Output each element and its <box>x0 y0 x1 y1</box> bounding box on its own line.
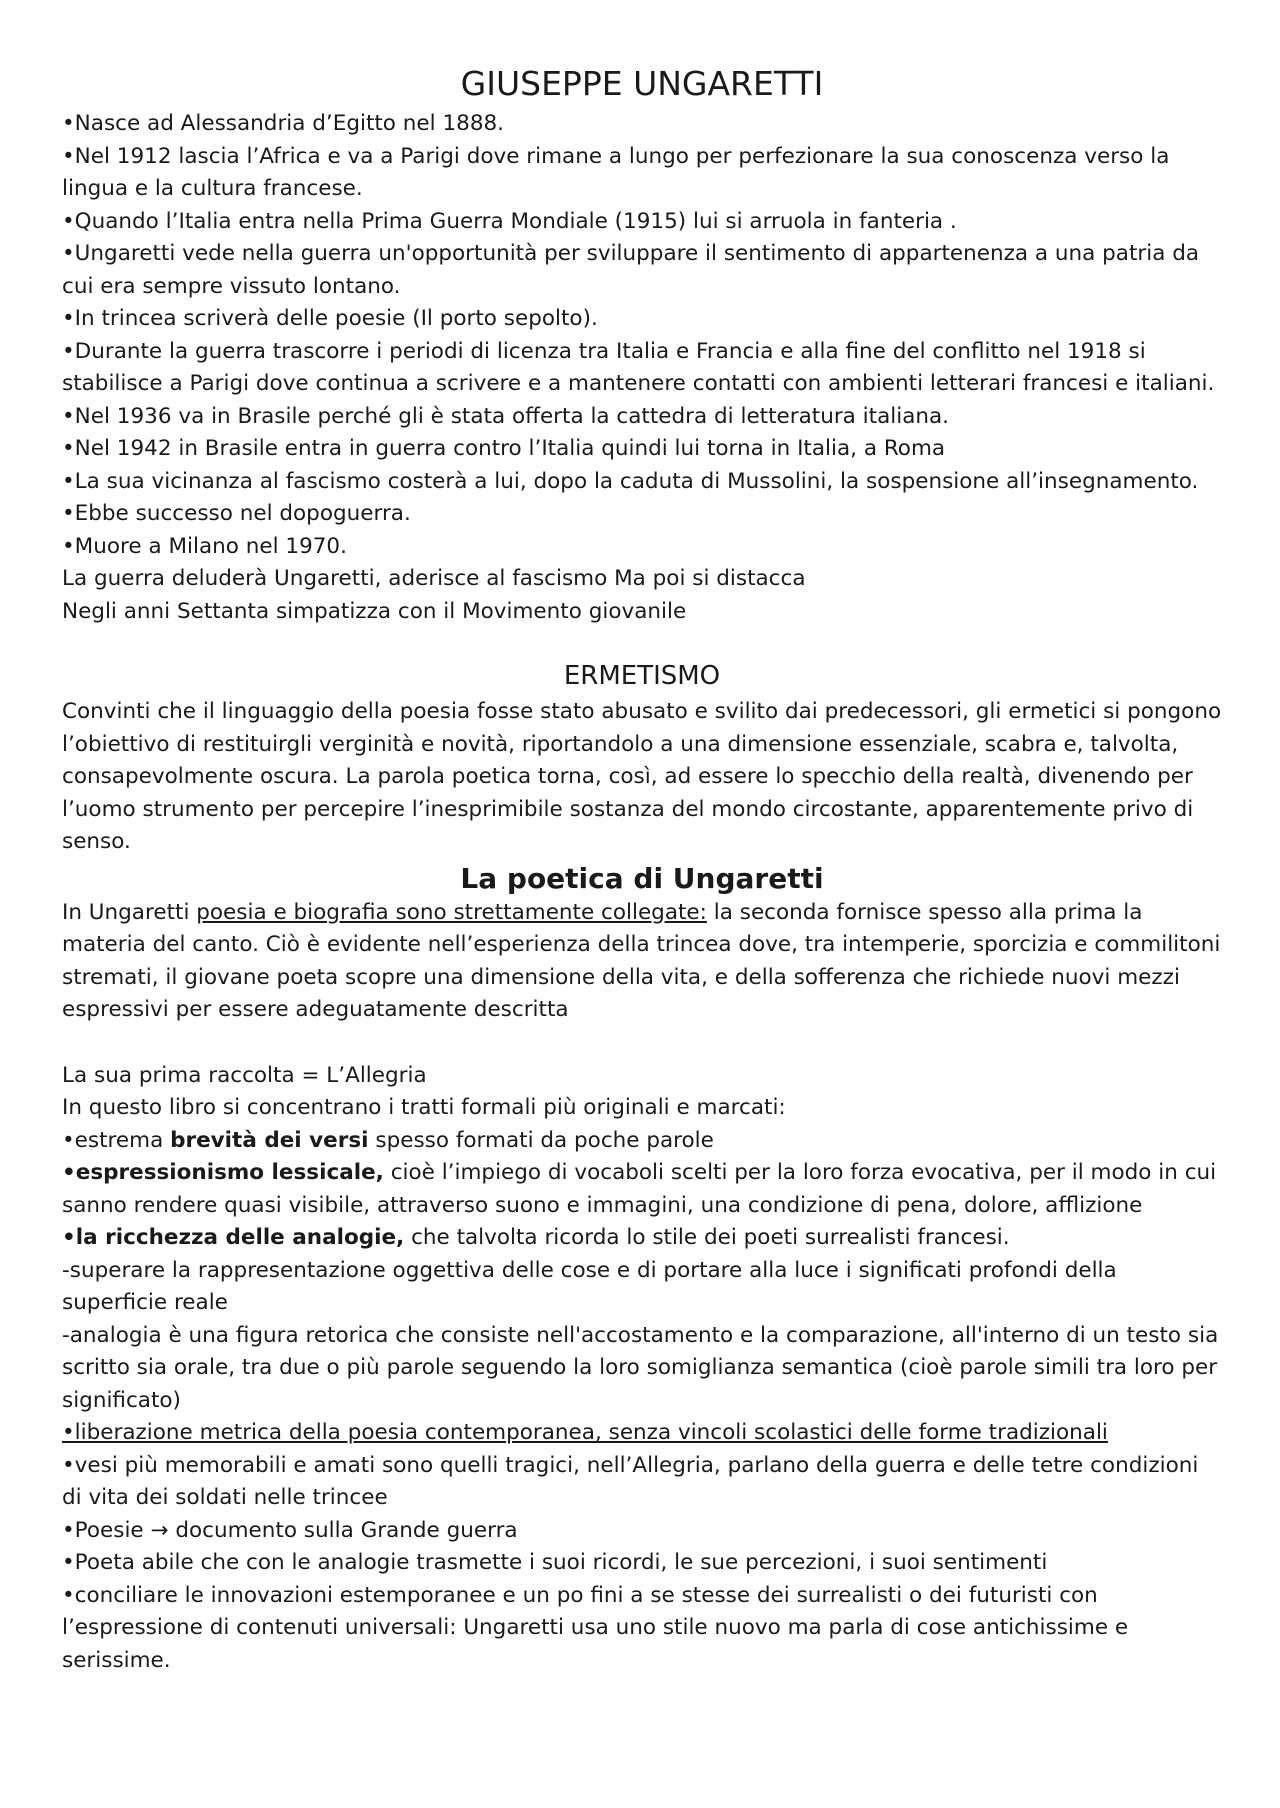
libro-line: In questo libro si concentrano i tratti formali più originali e marcati: <box>62 1095 786 1120</box>
tratto-analogie-rest: che talvolta ricorda lo stile dei poeti surrealisti francesi. <box>404 1225 1010 1250</box>
superare-line: -superare la rappresentazione oggettiva delle cose e di portare alla luce i significati profondi della superficie reale <box>62 1257 1117 1315</box>
abile-line: •Poeta abile che con le analogie trasmette i suoi ricordi, le sue percezioni, i suoi sentimenti <box>62 1550 1048 1575</box>
poetica-intro-underlined: poesia e biografia sono strettamente collegate: <box>196 899 707 925</box>
bio-line: •Quando l’Italia entra nella Prima Guerra Mondiale (1915) lui si arruola in fanteria . <box>62 208 957 234</box>
bio-line: •Muore a Milano nel 1970. <box>62 533 347 559</box>
tratto-analogie <box>62 1222 1222 1255</box>
tratto-espressionismo-bold: •espressionismo lessicale, <box>62 1160 384 1185</box>
biography-list <box>62 108 1222 628</box>
bio-line: •Ungaretti vede nella guerra un'opportunità per sviluppare il sentimento di appartenenza a una patria da cui era sempre vissuto lontano. <box>62 241 1200 299</box>
poetica-intro-start: In Ungaretti <box>62 899 197 925</box>
conciliare-line: •conciliare le innovazioni estemporanee e un po fini a se stesse dei surrealisti o dei futuristi con l’espressione di contenuti universali: Ungaretti usa uno stile nuovo ma parla di cose antichissime e serissime. <box>62 1582 1129 1673</box>
tratto-brevita-start: •estrema <box>62 1127 171 1153</box>
ermetismo-paragraph: Convinti che il linguaggio della poesia fosse stato abusato e svilito dai predecessori, gli ermetici si pongono l’obiettivo di restituirgli verginità e novità, riportandolo a una dimensione essenziale, scabra e, talvolta, consapevolmente oscura. La parola poetica torna, così, ad essere lo specchio della realtà, divenendo per l’uomo strumento per percepire l’inesprimibile sostanza del mondo circostante, apparentemente privo di senso. <box>62 699 1222 854</box>
bio-line: •La sua vicinanza al fascismo costerà a lui, dopo la caduta di Mussolini, la sospensione all’insegnamento. <box>62 468 1199 494</box>
liberazione-line: •liberazione metrica della poesia contemporanea, senza vincoli scolastici delle forme tradizionali <box>62 1420 1108 1445</box>
bio-line: La guerra deluderà Ungaretti, aderisce al fascismo Ma poi si distacca <box>62 566 806 591</box>
poetica-intro-rest: la seconda fornisce spesso alla prima la materia del canto. Ciò è evidente nell’esperienza della trincea dove, tra intemperie, sporcizia e commilitoni stremati, il giovane poeta scopre una dimensione della vita, e della sofferenza che richiede nuovi mezzi espressivi per essere adeguatamente descritta <box>62 899 1221 1022</box>
tratto-espressionismo <box>62 1157 1222 1222</box>
spacer <box>62 1027 1222 1060</box>
page-title: GIUSEPPE UNGARETTI <box>460 64 824 103</box>
ermetismo-heading: ERMETISMO <box>563 661 721 691</box>
bio-line: •Nel 1942 in Brasile entra in guerra contro l’Italia quindi lui torna in Italia, a Roma <box>62 436 946 461</box>
versi-line: •vesi più memorabili e amati sono quelli tragici, nell’Allegria, parlano della guerra e delle tetre condizioni di vita dei soldati nelle trincee <box>62 1452 1199 1510</box>
bio-line: •Nasce ad Alessandria d’Egitto nel 1888. <box>62 111 505 136</box>
bio-line: Negli anni Settanta simpatizza con il Movimento giovanile <box>62 598 687 624</box>
tratto-espressionismo-rest: cioè l’impiego di vocaboli scelti per la loro forza evocativa, per il modo in cui sanno rendere quasi visibile, attraverso suono e immagini, una condizione di pena, dolore, afflizione <box>62 1160 1217 1218</box>
document-page <box>62 62 1222 1677</box>
raccolta-line: La sua prima raccolta = L’Allegria <box>62 1062 427 1088</box>
bio-line: •Ebbe successo nel dopoguerra. <box>62 501 411 526</box>
documento-line: •Poesie → documento sulla Grande guerra <box>62 1517 518 1543</box>
bio-line: •Nel 1912 lascia l’Africa e va a Parigi dove rimane a lungo per perfezionare la sua conoscenza verso la lingua e la cultura francese. <box>62 143 1170 201</box>
poetica-heading: La poetica di Ungaretti <box>460 861 824 895</box>
tratto-brevita-rest: spesso formati da poche parole <box>368 1127 714 1153</box>
bio-line: •Durante la guerra trascorre i periodi di licenza tra Italia e Francia e alla fine del conflitto nel 1918 si stabilisce a Parigi dove continua a scrivere e a mantenere contatti con ambienti letterari francesi e italiani. <box>62 338 1215 396</box>
bio-line: •In trincea scriverà delle poesie (Il porto sepolto). <box>62 306 598 331</box>
tratto-brevita <box>62 1125 1222 1158</box>
tratto-analogie-bold: •la ricchezza delle analogie, <box>62 1225 405 1250</box>
poetica-intro <box>62 897 1222 1027</box>
tratto-brevita-bold: brevità dei versi <box>170 1127 369 1153</box>
bio-line: •Nel 1936 va in Brasile perché gli è stata offerta la cattedra di letteratura italiana. <box>62 403 950 429</box>
analogia-line: -analogia è una figura retorica che consiste nell'accostamento e la comparazione, all'interno di un testo sia scritto sia orale, tra due o più parole seguendo la loro somiglianza semantica (cioè parole simili tra loro per significato) <box>62 1322 1219 1413</box>
